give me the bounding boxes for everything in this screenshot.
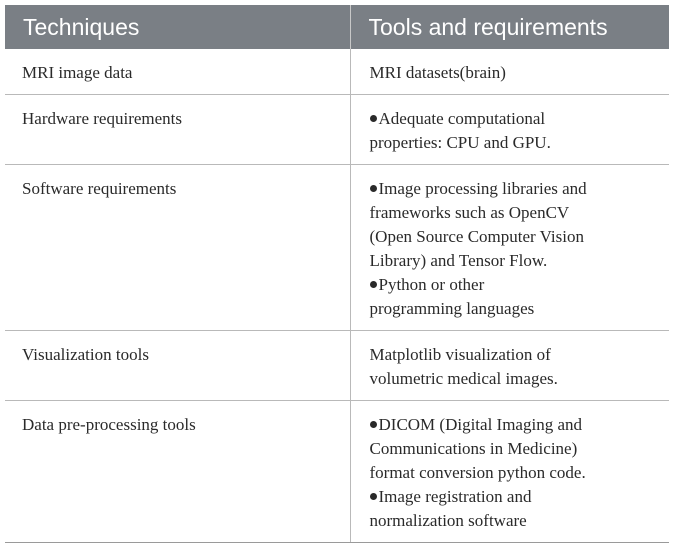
header-row xyxy=(5,5,669,49)
tools-text: Python or other xyxy=(378,275,485,294)
tools-text: volumetric medical images. xyxy=(369,369,558,388)
technique-cell xyxy=(5,165,350,331)
tools-line xyxy=(370,61,658,85)
tools-text: Matplotlib visualization of xyxy=(369,345,551,364)
tools-line xyxy=(370,107,658,131)
tools-line xyxy=(370,177,658,201)
tools-cell xyxy=(350,49,669,95)
tools-text: Image processing libraries and xyxy=(378,179,587,198)
table-row xyxy=(5,49,669,95)
tools-text: Image registration and xyxy=(378,487,532,506)
tools-cell xyxy=(350,95,669,165)
tools-text: normalization software xyxy=(369,511,527,530)
header-techniques: Techniques xyxy=(5,5,350,49)
table-row xyxy=(5,95,669,165)
tools-cell xyxy=(350,165,669,331)
technique-label: Hardware requirements xyxy=(22,109,183,128)
tools-line xyxy=(370,509,658,533)
tools-text: programming languages xyxy=(369,299,535,318)
technique-cell xyxy=(5,49,350,95)
tools-line xyxy=(370,273,658,297)
bullet-icon xyxy=(370,115,377,122)
header-tools-and-requirements: Tools and requirements xyxy=(350,5,669,49)
tools-line xyxy=(370,413,658,437)
tools-text: Library) and Tensor Flow. xyxy=(369,251,548,270)
tools-text: frameworks such as OpenCV xyxy=(369,203,570,222)
tools-line xyxy=(370,131,658,155)
tools-cell xyxy=(350,331,669,401)
technique-cell xyxy=(5,331,350,401)
tools-line xyxy=(370,437,658,461)
tools-line xyxy=(370,343,658,367)
tools-line xyxy=(370,249,658,273)
requirements-table xyxy=(5,5,669,543)
tools-line xyxy=(370,461,658,485)
tools-line xyxy=(370,485,658,509)
table-row xyxy=(5,401,669,543)
tools-line xyxy=(370,297,658,321)
bullet-icon xyxy=(370,493,377,500)
tools-text: DICOM (Digital Imaging and xyxy=(378,415,582,434)
technique-label: Visualization tools xyxy=(22,345,149,364)
table-row xyxy=(5,165,669,331)
technique-cell xyxy=(5,401,350,543)
tools-text: (Open Source Computer Vision xyxy=(369,227,584,246)
bullet-icon xyxy=(370,185,377,192)
tools-line xyxy=(370,201,658,225)
tools-text: MRI datasets(brain) xyxy=(369,63,506,82)
technique-cell xyxy=(5,95,350,165)
tools-text: Communications in Medicine) xyxy=(369,439,578,458)
technique-label: Software requirements xyxy=(22,179,177,198)
requirements-table-wrapper xyxy=(5,5,669,543)
tools-line xyxy=(370,367,658,391)
table-body xyxy=(5,49,669,543)
tools-cell xyxy=(350,401,669,543)
tools-text: Adequate computational xyxy=(378,109,546,128)
technique-label: Data pre-processing tools xyxy=(22,415,196,434)
technique-label: MRI image data xyxy=(22,63,133,82)
bullet-icon xyxy=(370,421,377,428)
tools-line xyxy=(370,225,658,249)
tools-text: format conversion python code. xyxy=(369,463,586,482)
table-row xyxy=(5,331,669,401)
tools-text: properties: CPU and GPU. xyxy=(369,133,551,152)
bullet-icon xyxy=(370,281,377,288)
table-header xyxy=(5,5,669,49)
